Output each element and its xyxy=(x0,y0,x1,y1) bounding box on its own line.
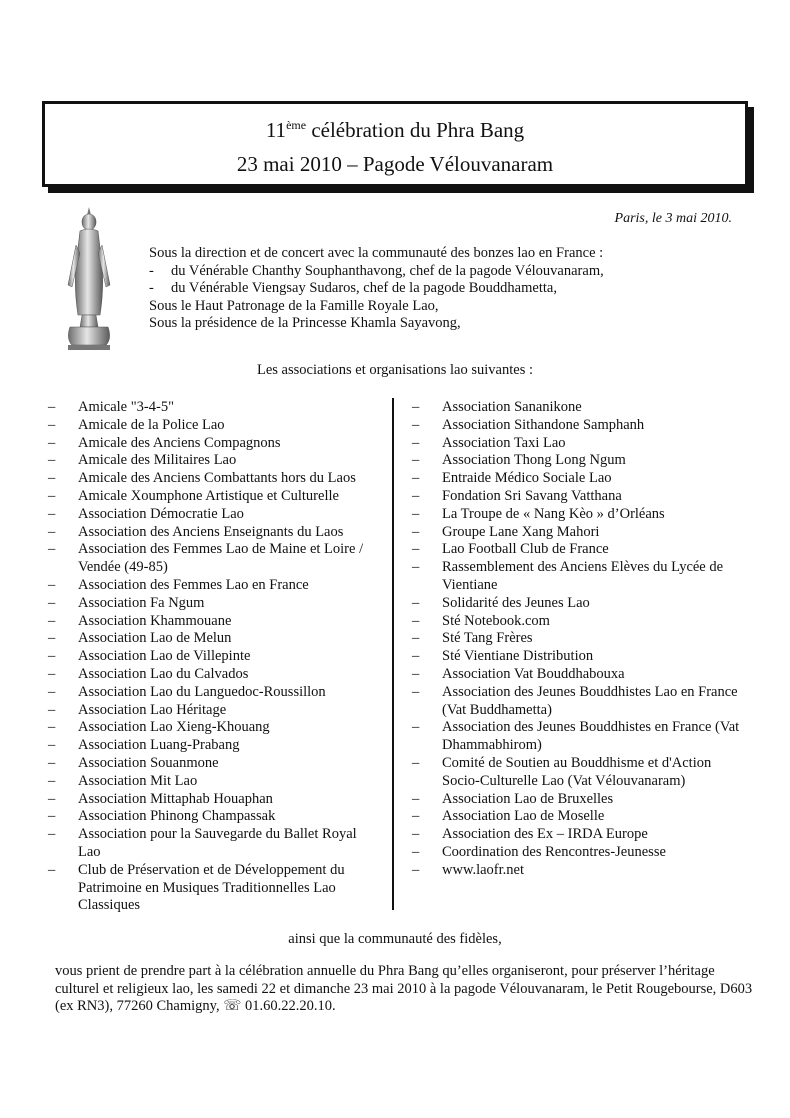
association-item xyxy=(48,773,378,791)
dash-bullet: – xyxy=(48,737,56,754)
left-association-list xyxy=(48,399,378,915)
dash-bullet: – xyxy=(48,790,56,807)
dash-bullet: – xyxy=(412,416,420,433)
date-line: Paris, le 3 mai 2010. xyxy=(614,211,732,226)
association-name: Association Lao Héritage xyxy=(78,701,227,718)
event-title: 11ème célébration du Phra Bang xyxy=(265,118,525,142)
dash-bullet: – xyxy=(48,630,56,647)
association-name: La Troupe de « Nang Kèo » d’Orléans xyxy=(442,505,665,522)
association-name: Association Lao Xieng-Khouang xyxy=(78,719,270,736)
association-name: Association Fa Ngum xyxy=(78,594,205,611)
association-item xyxy=(48,719,378,737)
dash-bullet: – xyxy=(412,665,420,682)
association-item xyxy=(48,399,378,417)
dash-bullet: – xyxy=(412,861,420,878)
dash-bullet: – xyxy=(412,754,420,771)
association-item xyxy=(412,826,742,844)
association-item xyxy=(48,488,378,506)
association-name: Amicale Xoumphone Artistique et Culturelle xyxy=(78,487,339,504)
association-name: Association des Jeunes Bouddhistes Lao en France (Vat Buddhametta) xyxy=(442,683,738,718)
association-item xyxy=(412,541,742,559)
association-item xyxy=(48,737,378,755)
dash-bullet: – xyxy=(412,541,420,558)
association-name: Association des Jeunes Bouddhistes en France (Vat Dhammabhirom) xyxy=(442,719,740,754)
intro-line: Sous la présidence de la Princesse Khamla Sayavong, xyxy=(149,315,461,331)
dash-bullet: – xyxy=(412,399,420,415)
association-item xyxy=(48,613,378,631)
association-item xyxy=(412,399,742,417)
association-item xyxy=(412,666,742,684)
association-item xyxy=(412,630,742,648)
association-item xyxy=(412,452,742,470)
dash-bullet: – xyxy=(48,487,56,504)
association-name: Association Souanmone xyxy=(78,754,219,771)
dash-bullet: – xyxy=(48,470,56,487)
dash-bullet: – xyxy=(412,505,420,522)
association-item xyxy=(412,755,742,791)
dash-bullet: – xyxy=(48,523,56,540)
association-name: Association Mit Lao xyxy=(78,772,198,789)
association-item xyxy=(412,435,742,453)
dash-bullet: – xyxy=(48,541,56,558)
association-item xyxy=(48,435,378,453)
association-item xyxy=(48,452,378,470)
dash-bullet: – xyxy=(48,612,56,629)
association-item xyxy=(412,844,742,862)
dash-bullet: – xyxy=(48,594,56,611)
association-name: Association des Ex – IRDA Europe xyxy=(442,826,648,843)
association-name: Association Sithandone Samphanh xyxy=(442,416,645,433)
dash-bullet: – xyxy=(48,648,56,665)
buddha-statue-icon xyxy=(62,205,116,353)
association-item xyxy=(48,684,378,702)
event-subtitle: 23 mai 2010 – Pagode Vélouvanaram xyxy=(236,152,554,176)
association-item xyxy=(412,470,742,488)
dash-bullet: – xyxy=(48,683,56,700)
intro-line: - du Vénérable Viengsay Sudaros, chef de la pagode Bouddhametta, xyxy=(149,280,557,296)
association-name: Association Luang-Prabang xyxy=(78,737,240,754)
association-name: Association Vat Bouddhabouxa xyxy=(442,665,625,682)
dash-bullet: – xyxy=(48,416,56,433)
dash-bullet: – xyxy=(48,719,56,736)
dash-bullet: – xyxy=(412,630,420,647)
association-name: Association Thong Long Ngum xyxy=(442,452,626,469)
association-item xyxy=(48,470,378,488)
association-item xyxy=(412,648,742,666)
association-name: Association Lao de Melun xyxy=(78,630,232,647)
association-item xyxy=(48,577,378,595)
dash-bullet: – xyxy=(412,434,420,451)
association-item xyxy=(412,613,742,631)
dash-bullet: – xyxy=(48,505,56,522)
association-item xyxy=(412,719,742,755)
association-item xyxy=(412,524,742,542)
dash-bullet: – xyxy=(412,594,420,611)
right-association-list xyxy=(412,399,742,880)
association-name: Sté Vientiane Distribution xyxy=(442,648,594,665)
association-item xyxy=(48,755,378,773)
association-name: Amicale des Militaires Lao xyxy=(78,452,237,469)
association-item xyxy=(48,524,378,542)
association-item xyxy=(48,702,378,720)
dash-bullet: – xyxy=(412,683,420,700)
dash-bullet: – xyxy=(412,826,420,843)
association-name: Association Phinong Champassak xyxy=(78,808,276,825)
association-name: Amicale des Anciens Compagnons xyxy=(78,434,281,451)
association-item xyxy=(48,541,378,577)
intro-line: Sous le Haut Patronage de la Famille Royale Lao, xyxy=(149,297,439,314)
association-name: Association Lao de Moselle xyxy=(442,808,605,825)
association-name: Club de Préservation et de Développement du Patrimoine en Musiques Traditionnelles Lao Classiques xyxy=(78,861,345,914)
association-name: Association des Anciens Enseignants du Laos xyxy=(78,523,344,540)
association-name: Association Lao de Bruxelles xyxy=(442,790,614,807)
association-name: Comité de Soutien au Bouddhisme et d'Action Socio-Culturelle Lao (Vat Vélouvanaram) xyxy=(442,754,712,789)
title-box xyxy=(42,101,748,187)
association-name: Association pour la Sauvegarde du Ballet Royal Lao xyxy=(78,826,357,860)
association-item xyxy=(412,684,742,720)
dash-bullet: – xyxy=(412,808,420,825)
association-name: Association Démocratie Lao xyxy=(78,505,244,522)
association-item xyxy=(48,506,378,524)
association-name: Groupe Lane Xang Mahori xyxy=(442,523,600,540)
association-name: Amicale "3-4-5" xyxy=(78,399,174,415)
column-divider xyxy=(392,398,394,910)
intro-block xyxy=(149,245,604,333)
dash-bullet: – xyxy=(48,665,56,682)
dash-bullet: – xyxy=(48,452,56,469)
dash-bullet: – xyxy=(412,843,420,860)
association-item xyxy=(412,417,742,435)
association-item xyxy=(48,808,378,826)
association-name: Association Sananikone xyxy=(442,399,582,415)
dash-bullet: – xyxy=(48,701,56,718)
association-name: Association Mittaphab Houaphan xyxy=(78,790,273,807)
association-item xyxy=(48,595,378,613)
association-name: Rassemblement des Anciens Elèves du Lycée de Vientiane xyxy=(442,559,724,593)
associations-heading: Les associations et organisations lao suivantes : xyxy=(257,362,533,378)
association-name: Sté Tang Frères xyxy=(442,630,533,647)
dash-bullet: – xyxy=(412,559,420,576)
association-name: Amicale des Anciens Combattants hors du Laos xyxy=(78,470,356,487)
association-name: Amicale de la Police Lao xyxy=(78,416,225,433)
dash-bullet: – xyxy=(412,790,420,807)
dash-bullet: – xyxy=(48,399,56,415)
dash-bullet: – xyxy=(48,808,56,825)
association-name: Association Taxi Lao xyxy=(442,434,566,451)
association-item xyxy=(48,666,378,684)
intro-line: - du Vénérable Chanthy Souphanthavong, chef de la pagode Vélouvanaram, xyxy=(149,262,604,279)
dash-bullet: – xyxy=(48,826,56,843)
association-item xyxy=(412,506,742,524)
association-name: Association Lao de Villepinte xyxy=(78,648,251,665)
association-name: www.laofr.net xyxy=(442,861,525,878)
association-name: Fondation Sri Savang Vatthana xyxy=(442,487,622,504)
closing-line: ainsi que la communauté des fidèles, xyxy=(288,931,502,947)
association-name: Association des Femmes Lao de Maine et Loire / Vendée (49-85) xyxy=(78,541,364,576)
association-item xyxy=(412,595,742,613)
association-name: Sté Notebook.com xyxy=(442,612,550,629)
dash-bullet: – xyxy=(412,470,420,487)
association-name: Entraide Médico Sociale Lao xyxy=(442,470,612,487)
association-item xyxy=(48,630,378,648)
association-item xyxy=(48,826,378,862)
association-item xyxy=(48,417,378,435)
association-item xyxy=(48,791,378,809)
association-item xyxy=(412,791,742,809)
dash-bullet: – xyxy=(412,648,420,665)
dash-bullet: – xyxy=(412,612,420,629)
dash-bullet: – xyxy=(48,576,56,593)
invitation-paragraph: vous prient de prendre part à la célébration annuelle du Phra Bang qu’elles organiseront, pour préserver l’héritage culturel et religieux lao, les samedi 22 et dimanche 23 mai 2010 à la pagode Vélouvanaram, le Petit Rougebourse, D603 (ex RN3), 77260 Chamigny, ☏ 01.60.22.20.10. xyxy=(55,963,753,1014)
association-item xyxy=(412,488,742,506)
dash-bullet: – xyxy=(412,719,420,736)
association-name: Association Khammouane xyxy=(78,612,232,629)
association-name: Solidarité des Jeunes Lao xyxy=(442,594,590,611)
intro-line: Sous la direction et de concert avec la communauté des bonzes lao en France : xyxy=(149,245,604,261)
association-item xyxy=(412,559,742,595)
dash-bullet: – xyxy=(412,487,420,504)
association-item xyxy=(412,808,742,826)
association-name: Association des Femmes Lao en France xyxy=(78,576,309,593)
association-name: Association Lao du Languedoc-Roussillon xyxy=(78,683,326,700)
dash-bullet: – xyxy=(412,452,420,469)
association-item xyxy=(48,648,378,666)
association-name: Lao Football Club de France xyxy=(442,541,609,558)
dash-bullet: – xyxy=(48,861,56,878)
dash-bullet: – xyxy=(48,754,56,771)
association-item xyxy=(48,862,378,915)
association-name: Coordination des Rencontres-Jeunesse xyxy=(442,843,666,860)
dash-bullet: – xyxy=(412,523,420,540)
dash-bullet: – xyxy=(48,772,56,789)
dash-bullet: – xyxy=(48,434,56,451)
association-item xyxy=(412,862,742,880)
association-name: Association Lao du Calvados xyxy=(78,665,249,682)
